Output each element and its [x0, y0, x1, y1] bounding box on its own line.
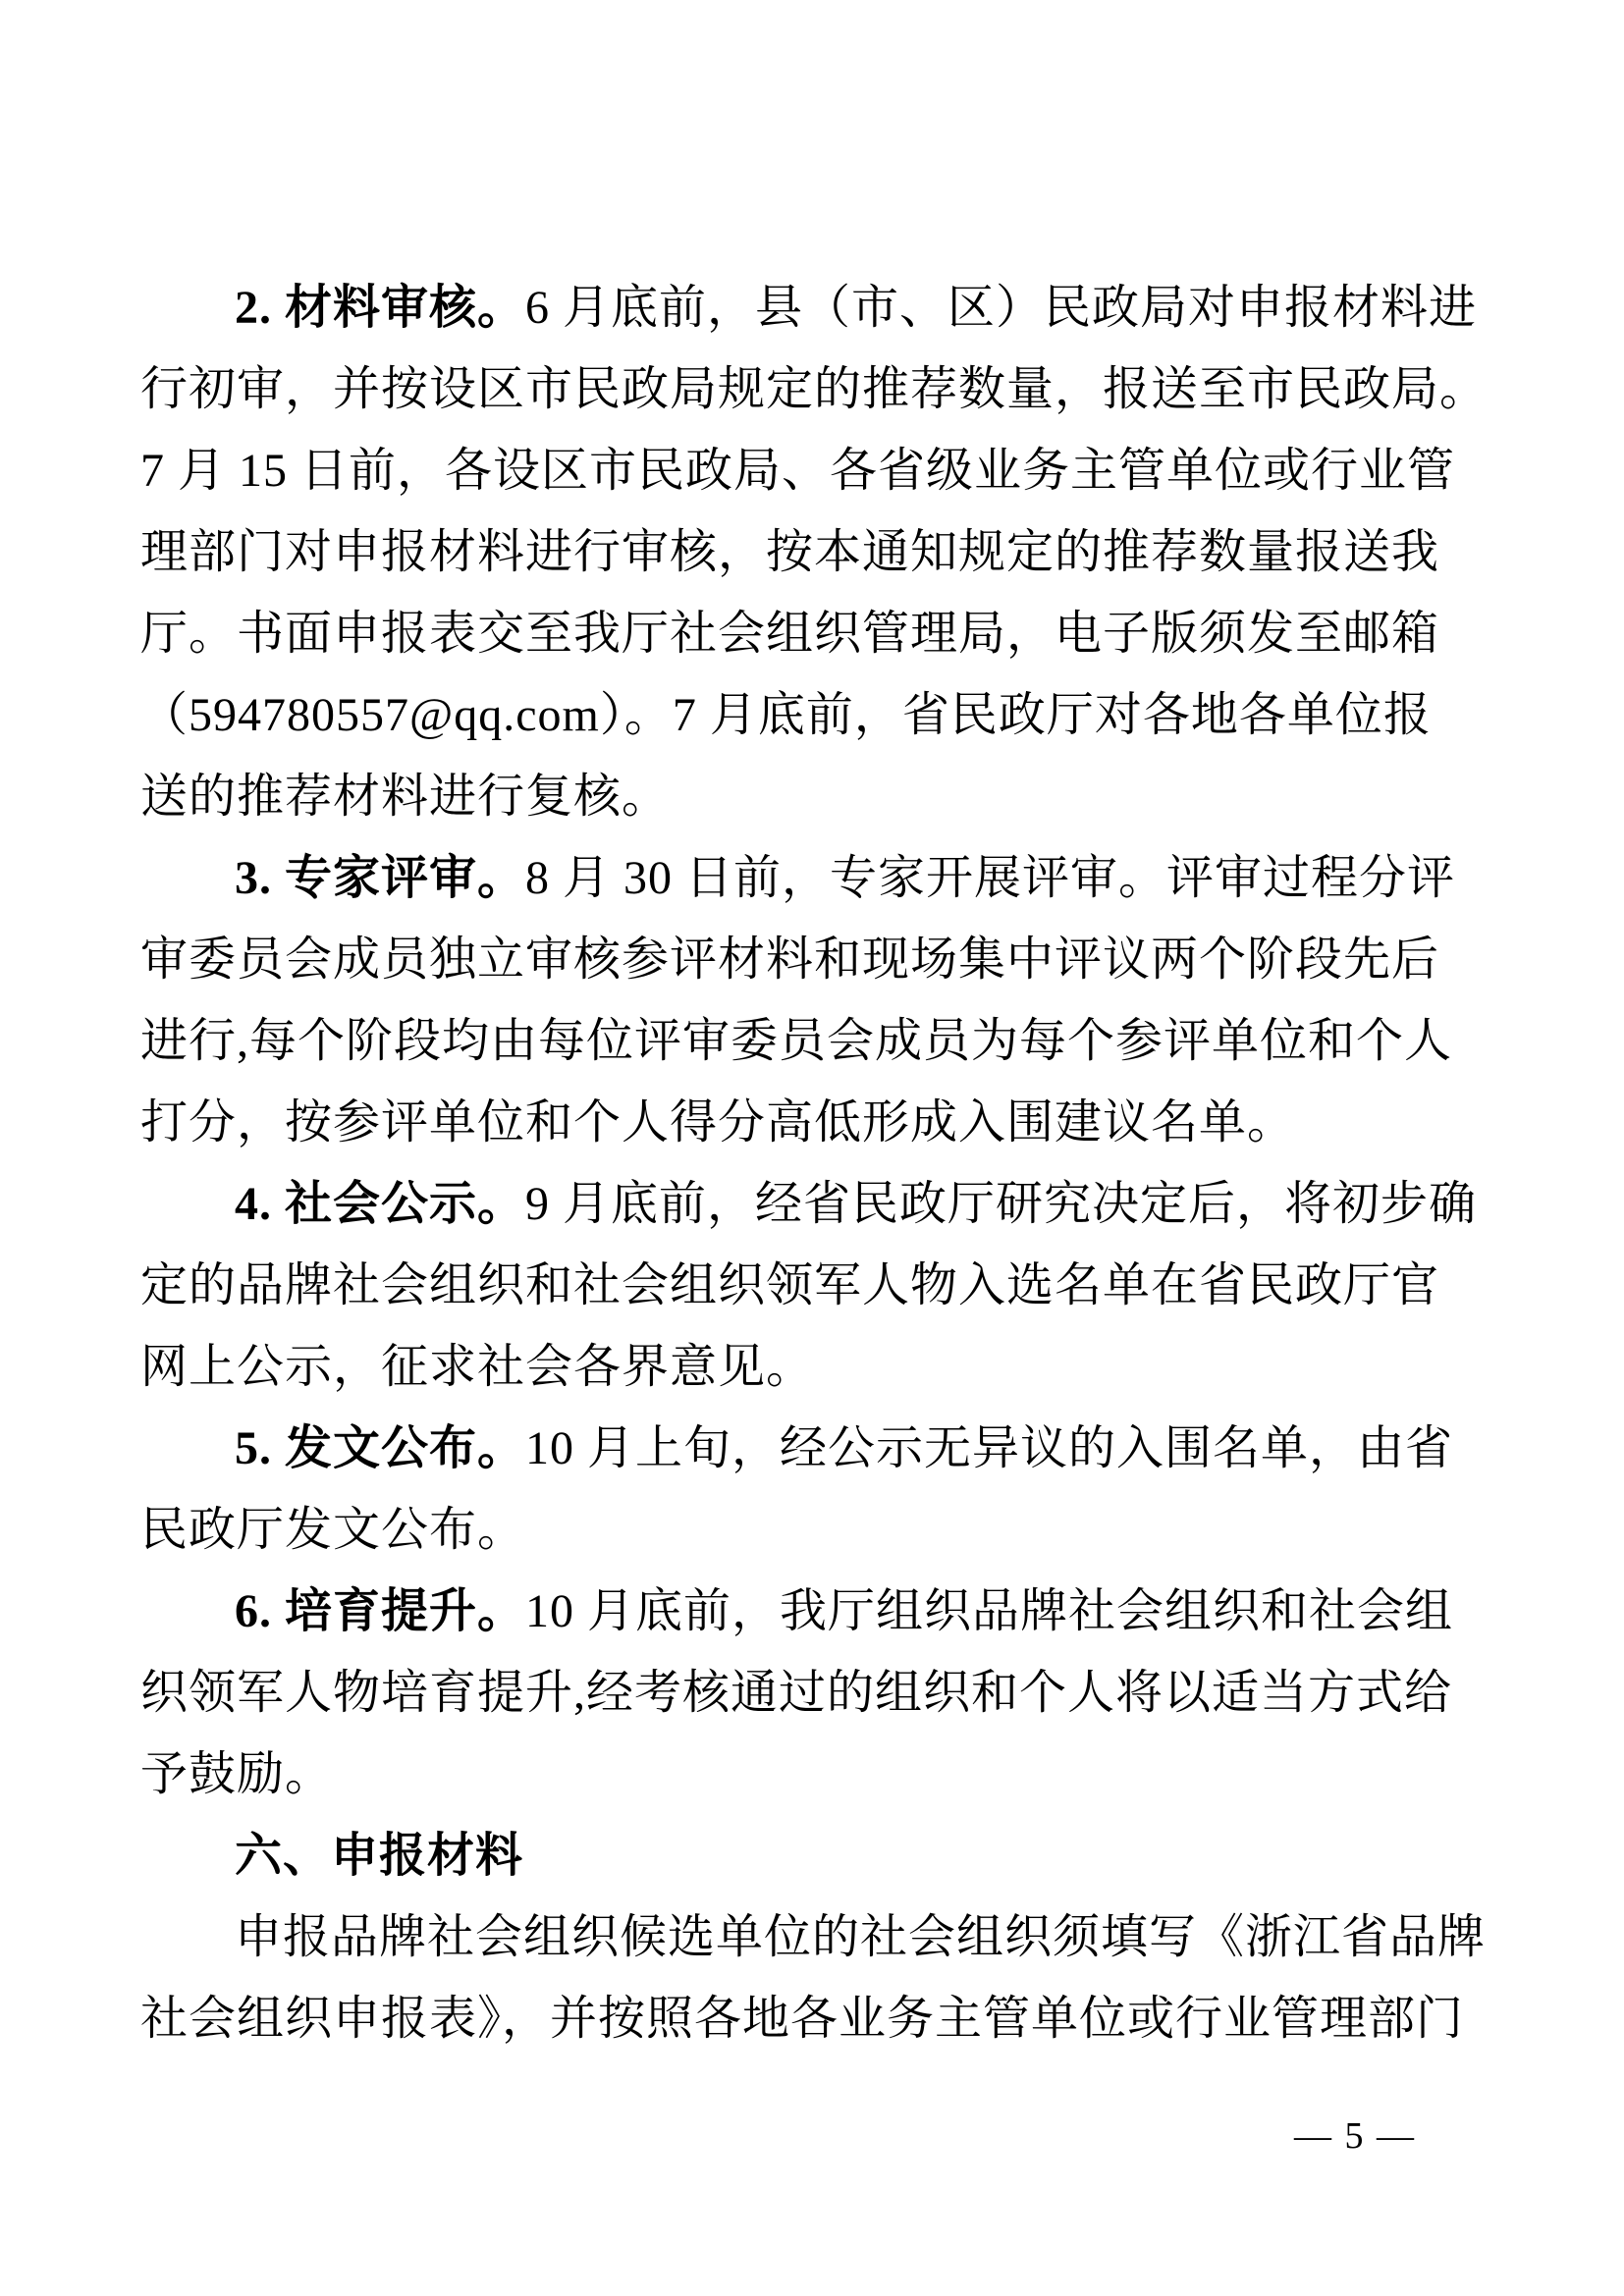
clause-label: 6. 培育提升。	[235, 1585, 526, 1637]
line-text: 定的品牌社会组织和社会组织领军人物入选名单在省民政厅官	[140, 1259, 1440, 1311]
clause-label: 4. 社会公示。	[235, 1178, 526, 1230]
document-line	[140, 674, 1488, 756]
document-line	[140, 919, 1488, 1000]
document-line	[140, 1896, 1488, 1978]
document-line	[140, 267, 1488, 348]
document-body	[140, 267, 1488, 2059]
document-line	[140, 1163, 1488, 1245]
document-line	[140, 1082, 1488, 1163]
line-text: 网上公示，征求社会各界意见。	[140, 1341, 815, 1393]
document-line	[140, 1652, 1488, 1734]
line-text: 社会组织申报表》，并按照各地各业务主管单位或行业管理部门	[140, 1993, 1465, 2045]
line-text: 申报品牌社会组织候选单位的社会组织须填写《浙江省品牌	[235, 1911, 1487, 1963]
document-line	[140, 756, 1488, 837]
document-line	[140, 1978, 1488, 2059]
section-heading-label: 六、申报材料	[235, 1830, 524, 1882]
line-text: 民政厅发文公布。	[140, 1504, 526, 1556]
line-text: 进行,每个阶段均由每位评审委员会成员为每个参评单位和个人	[140, 1015, 1453, 1067]
line-text: 予鼓励。	[140, 1748, 334, 1800]
clause-label: 2. 材料审核。	[235, 282, 526, 334]
line-text: 理部门对申报材料进行审核，按本通知规定的推荐数量报送我	[140, 526, 1440, 578]
document-line	[140, 1000, 1488, 1082]
line-text: 织领军人物培育提升,经考核通过的组织和个人将以适当方式给	[140, 1667, 1453, 1719]
line-text: （594780557@qq.com）。7 月底前，省民政厅对各地各单位报	[140, 689, 1432, 741]
section-heading	[140, 1815, 1488, 1896]
document-line	[140, 348, 1488, 430]
line-text: 行初审，并按设区市民政局规定的推荐数量，报送至市民政局。	[140, 363, 1489, 415]
line-text: 9 月底前，经省民政厅研究决定后，将初步确	[525, 1178, 1478, 1230]
clause-label: 3. 专家评审。	[235, 852, 526, 904]
document-line	[140, 1489, 1488, 1571]
document-line	[140, 837, 1488, 919]
line-text: 打分，按参评单位和个人得分高低形成入围建议名单。	[140, 1096, 1296, 1148]
document-line	[140, 1408, 1488, 1489]
document-line	[140, 1571, 1488, 1652]
clause-label: 5. 发文公布。	[235, 1422, 526, 1474]
document-line	[140, 430, 1488, 511]
document-line	[140, 1245, 1488, 1326]
line-text: 审委员会成员独立审核参评材料和现场集中评议两个阶段先后	[140, 934, 1440, 986]
document-line	[140, 511, 1488, 593]
line-text: 10 月上旬，经公示无异议的入围名单，由省	[525, 1422, 1454, 1474]
line-text: 10 月底前，我厅组织品牌社会组织和社会组	[525, 1585, 1454, 1637]
document-line	[140, 1326, 1488, 1408]
document-line	[140, 1734, 1488, 1815]
line-text: 送的推荐材料进行复核。	[140, 771, 671, 823]
page-number: — 5 —	[1294, 2115, 1416, 2157]
line-text: 7 月 15 日前，各设区市民政局、各省级业务主管单位或行业管	[140, 445, 1456, 497]
line-text: 8 月 30 日前，专家开展评审。评审过程分评	[525, 852, 1456, 904]
line-text: 6 月底前，县（市、区）民政局对申报材料进	[525, 282, 1478, 334]
line-text: 厅。书面申报表交至我厅社会组织管理局，电子版须发至邮箱	[140, 608, 1440, 660]
document-line	[140, 593, 1488, 674]
